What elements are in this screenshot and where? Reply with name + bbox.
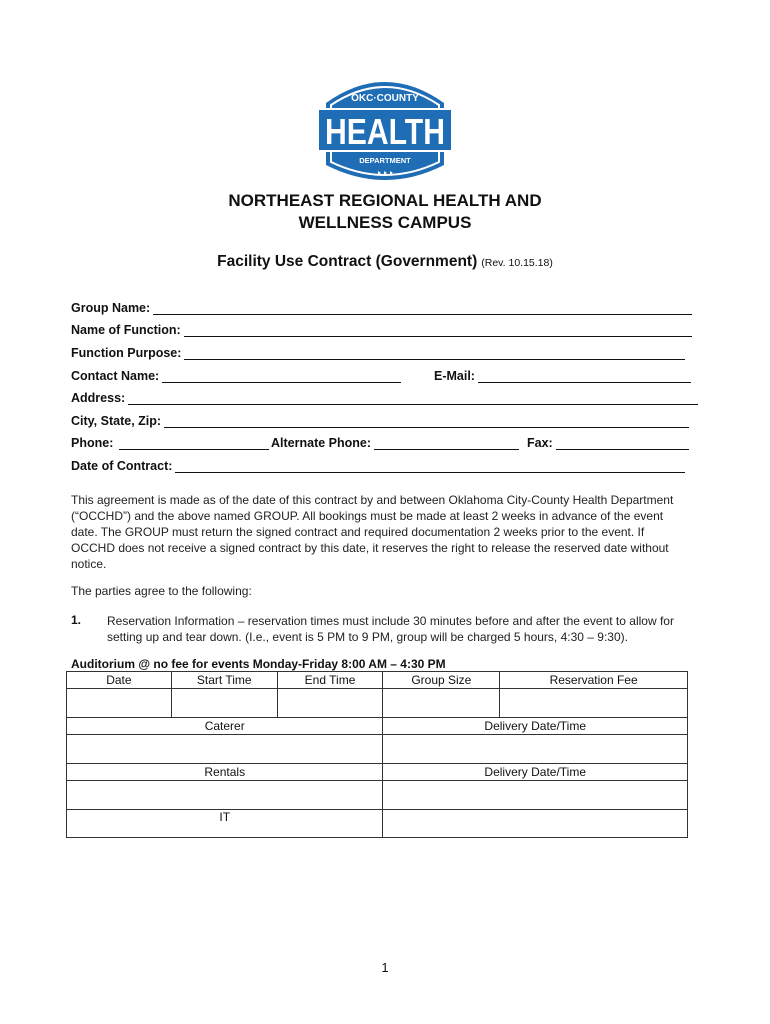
- table-row: [67, 689, 688, 718]
- parties-paragraph: The parties agree to the following:: [71, 584, 252, 598]
- contact-name-label: Contact Name:: [71, 369, 160, 383]
- agreement-paragraph: This agreement is made as of the date of this contract by and between Oklahoma City-County Health Department (“OCCHD”) and the above named GROUP. All bookings must be made at least 2 weeks in advance of the event date. The GROUP must return the signed contract and required documentation 2 weeks prior to the event. If OCCHD does not receive a signed contract by this date, it reserves the right to release the reserved date without notice.: [71, 493, 674, 571]
- caterer-header-row: [67, 718, 688, 735]
- address-label: Address:: [71, 391, 126, 405]
- caterer-label: Caterer: [67, 718, 383, 735]
- rentals-header-row: [67, 764, 688, 781]
- auditorium-caption: Auditorium @ no fee for events Monday-Friday 8:00 AM – 4:30 PM: [71, 657, 446, 671]
- group-name-field[interactable]: [71, 298, 692, 315]
- revision-label: (Rev. 10.15.18): [481, 257, 553, 269]
- fax-field[interactable]: [527, 433, 689, 450]
- alternate-phone-label: Alternate Phone:: [271, 436, 372, 450]
- table-row: [67, 781, 688, 810]
- okc-county-health-logo: [306, 73, 464, 185]
- date-of-contract-label: Date of Contract:: [71, 459, 173, 473]
- logo-main-text: HEALTH: [325, 111, 445, 152]
- phone-label: Phone:: [71, 436, 114, 450]
- logo-top-text: OKC·COUNTY: [351, 93, 419, 104]
- rentals-delivery-label: Delivery Date/Time: [383, 764, 688, 781]
- document-title-line2: WELLNESS CAMPUS: [298, 213, 472, 232]
- function-purpose-field[interactable]: [71, 343, 685, 360]
- reservation-fee-cell[interactable]: [500, 689, 688, 718]
- contact-name-field[interactable]: [71, 366, 401, 383]
- it-row: [67, 810, 688, 838]
- date-of-contract-field[interactable]: [71, 456, 685, 473]
- header-end-time: End Time: [277, 672, 383, 689]
- group-size-cell[interactable]: [383, 689, 500, 718]
- function-purpose-label: Function Purpose:: [71, 346, 182, 360]
- fax-label: Fax:: [527, 436, 553, 450]
- header-group-size: Group Size: [383, 672, 500, 689]
- subtitle-text: Facility Use Contract (Government): [217, 253, 478, 270]
- document-subtitle: [0, 253, 770, 271]
- caterer-delivery-label: Delivery Date/Time: [383, 718, 688, 735]
- address-field[interactable]: [71, 388, 698, 405]
- phone-field[interactable]: [71, 433, 269, 450]
- item-1-text: Reservation Information – reservation times must include 30 minutes before and after the event to allow for setting up and tear down. (I.e., event is 5 PM to 9 PM, group will be charged 5 hours, 4:30 – 9:30).: [107, 614, 674, 644]
- date-cell[interactable]: [67, 689, 172, 718]
- rentals-delivery-cell[interactable]: [383, 781, 688, 810]
- rentals-cell[interactable]: [67, 781, 383, 810]
- item-1-number: 1.: [71, 613, 82, 627]
- email-field[interactable]: [434, 366, 691, 383]
- alternate-phone-field[interactable]: [271, 433, 519, 450]
- email-label: E-Mail:: [434, 369, 475, 383]
- caterer-cell[interactable]: [67, 735, 383, 764]
- function-name-field[interactable]: [71, 320, 692, 337]
- group-name-label: Group Name:: [71, 301, 151, 315]
- page-number: 1: [381, 960, 389, 975]
- function-name-label: Name of Function:: [71, 323, 181, 337]
- reservation-table: [66, 671, 688, 838]
- rentals-label: Rentals: [67, 764, 383, 781]
- start-time-cell[interactable]: [171, 689, 277, 718]
- document-title-line1: NORTHEAST REGIONAL HEALTH AND: [228, 191, 542, 210]
- city-state-zip-label: City, State, Zip:: [71, 414, 162, 428]
- table-header-row: [67, 672, 688, 689]
- caterer-delivery-cell[interactable]: [383, 735, 688, 764]
- header-start-time: Start Time: [171, 672, 277, 689]
- city-state-zip-field[interactable]: [71, 411, 689, 428]
- header-date: Date: [67, 672, 172, 689]
- header-reservation-fee: Reservation Fee: [500, 672, 688, 689]
- table-row: [67, 735, 688, 764]
- it-cell[interactable]: [383, 810, 688, 838]
- it-label: IT: [67, 810, 383, 838]
- logo-bottom-text: DEPARTMENT: [359, 156, 411, 165]
- end-time-cell[interactable]: [277, 689, 383, 718]
